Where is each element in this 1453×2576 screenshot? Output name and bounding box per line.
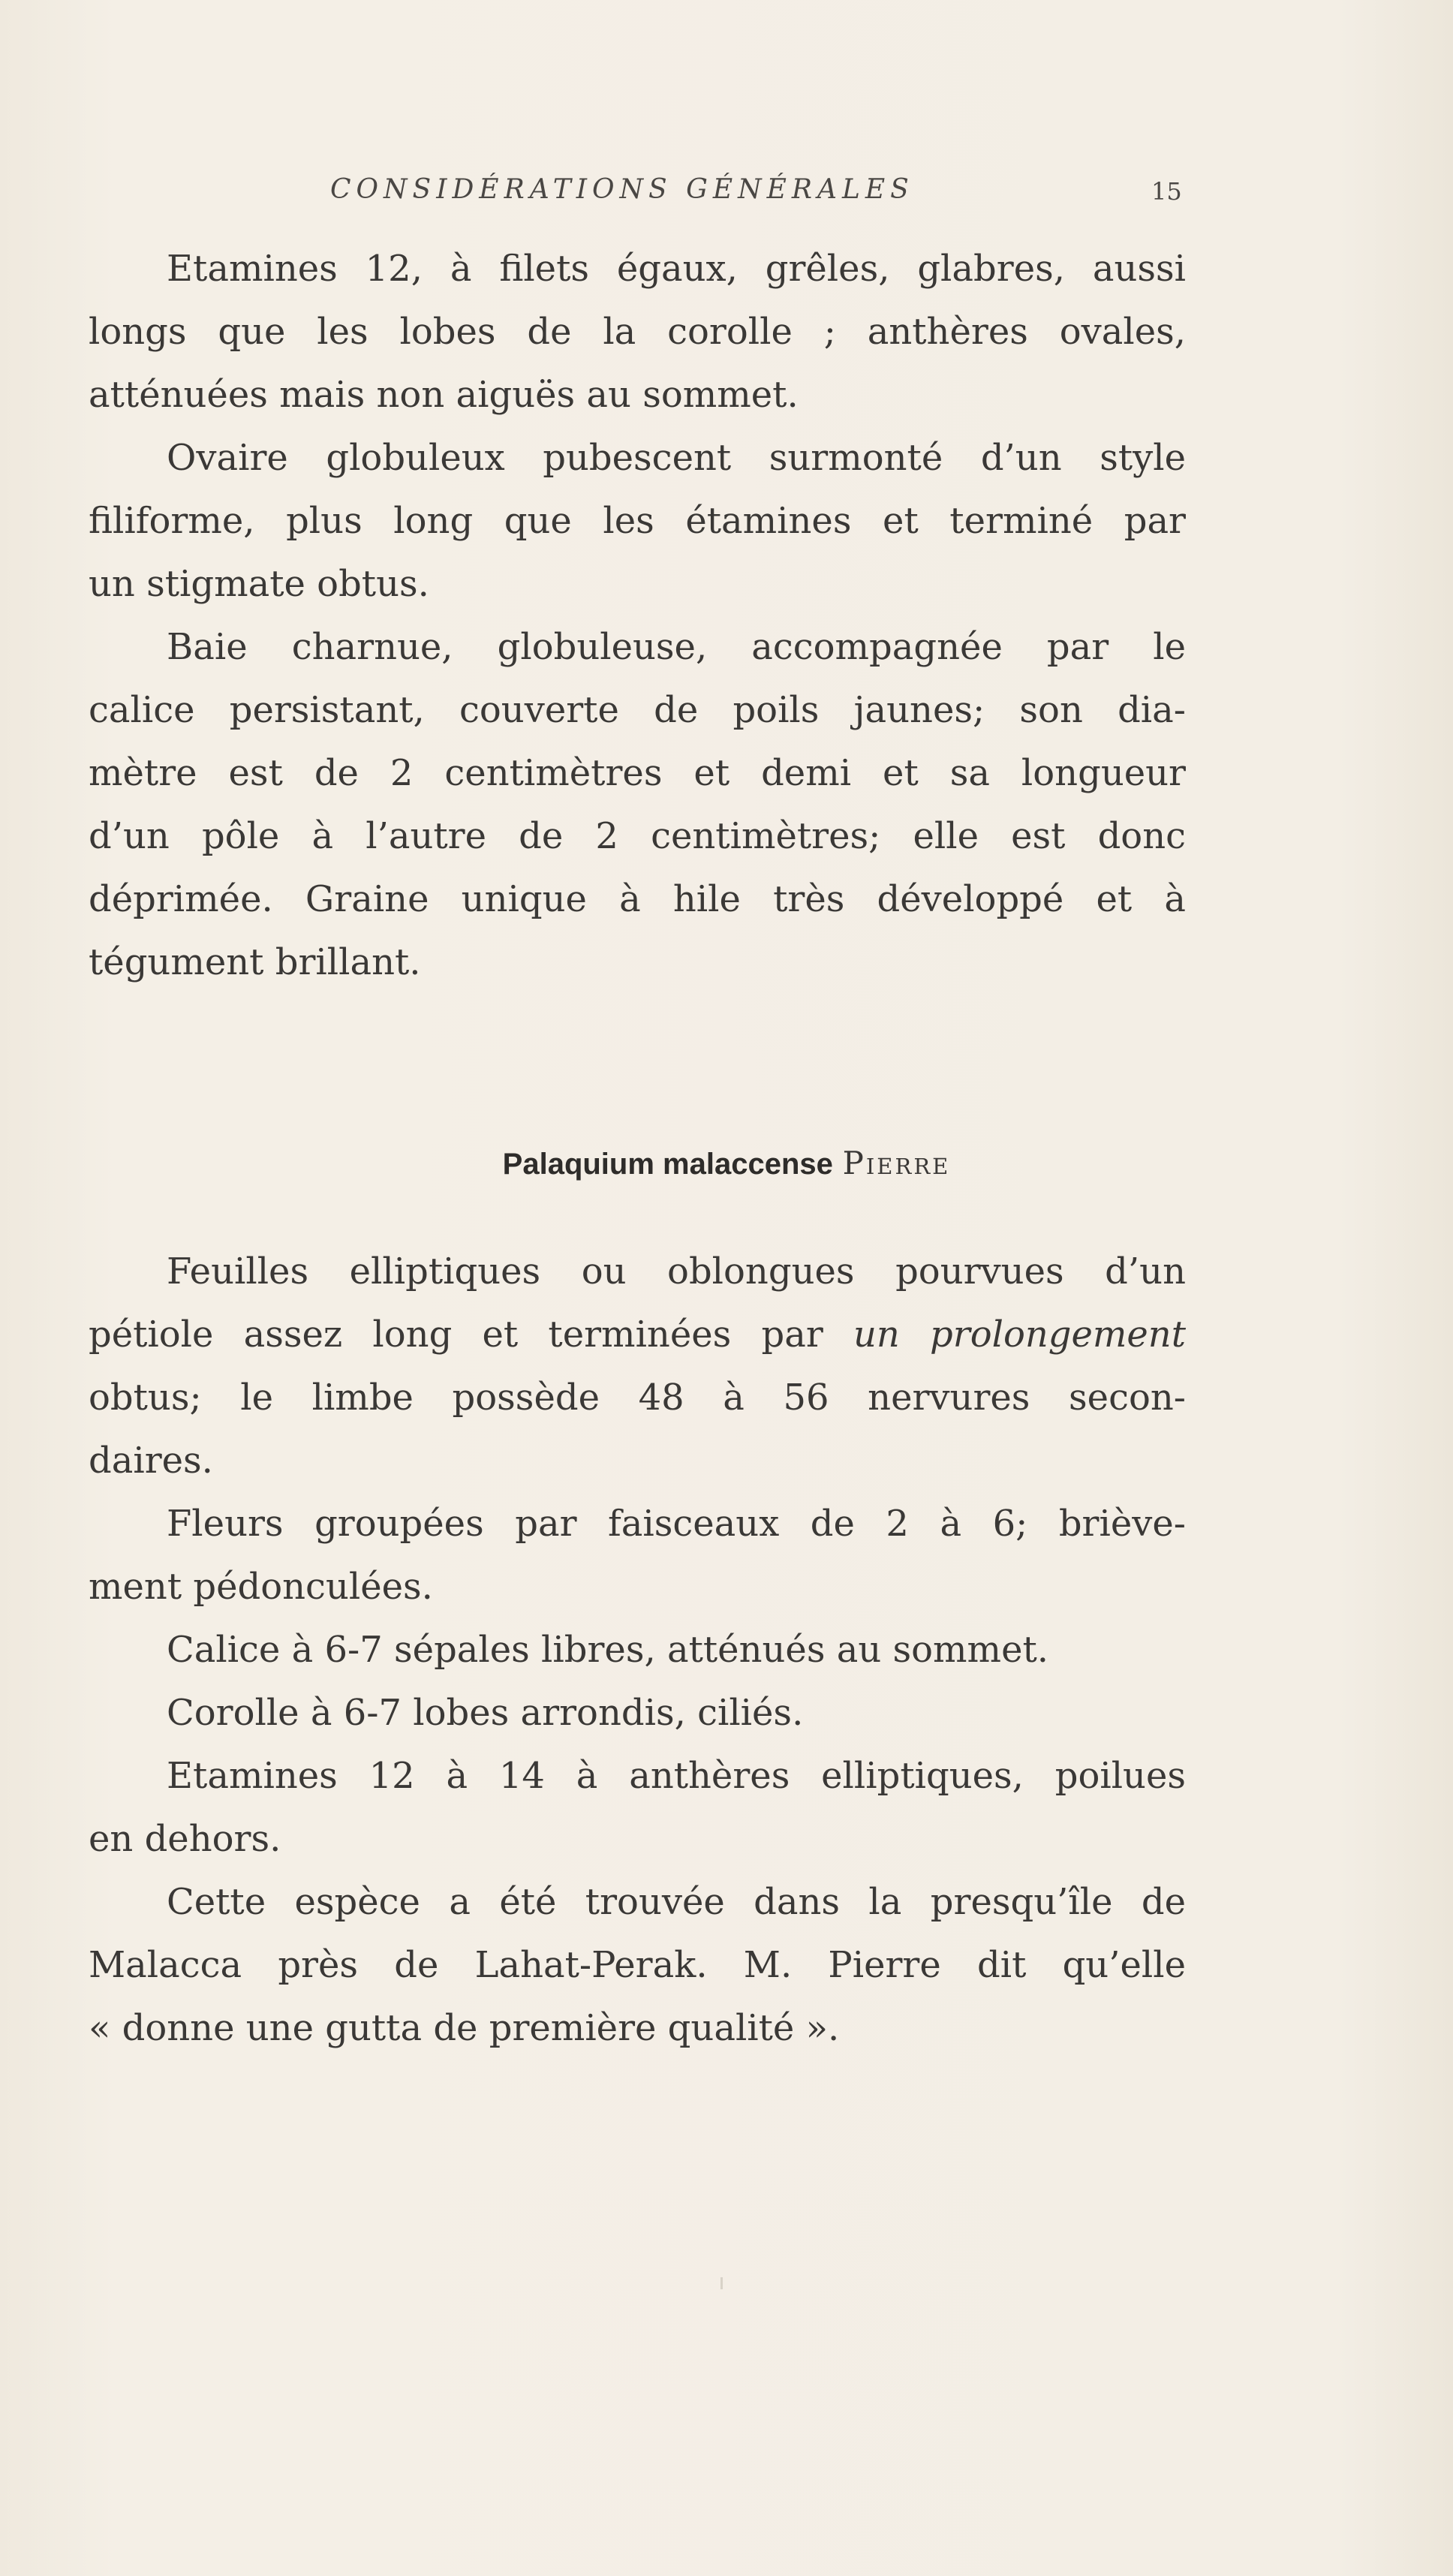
text-line: Malacca près de Lahat-Perak. M. Pierre dit qu’elle: [89, 1944, 1186, 1986]
paper-speck: [720, 2277, 723, 2289]
species-heading: [0, 1141, 1453, 1187]
text-line: [89, 1312, 1186, 1360]
text-line: Cette espèce a été trouvée dans la presqu’île de: [167, 1881, 1186, 1923]
text-line: daires.: [89, 1440, 213, 1482]
running-title: CONSIDÉRATIONS GÉNÉRALES: [330, 174, 914, 205]
text-line: Etamines 12, à filets égaux, grêles, glabres, aussi: [167, 248, 1186, 290]
text-line: Corolle à 6-7 lobes arrondis, ciliés.: [167, 1692, 804, 1734]
text-line: tégument brillant.: [89, 941, 421, 983]
text-segment: pétiole assez long et terminées par: [89, 1314, 853, 1356]
species-latin-name: Palaquium malaccense: [502, 1148, 833, 1181]
text-line: un stigmate obtus.: [89, 563, 429, 605]
text-line: calice persistant, couverte de poils jaunes; son dia-: [89, 689, 1186, 731]
text-line: Ovaire globuleux pubescent surmonté d’un style: [167, 437, 1186, 479]
italic-segment: un prolongement: [853, 1314, 1187, 1356]
text-line: mètre est de 2 centimètres et demi et sa longueur: [89, 752, 1186, 794]
text-line: longs que les lobes de la corolle ; anthères ovales,: [89, 311, 1186, 353]
text-line: Feuilles elliptiques ou oblongues pourvues d’un: [167, 1250, 1186, 1293]
text-line: obtus; le limbe possède 48 à 56 nervures secon-: [89, 1377, 1186, 1419]
text-line: Baie charnue, globuleuse, accompagnée par le: [167, 626, 1186, 668]
text-line: filiforme, plus long que les étamines et terminé par: [89, 500, 1186, 542]
text-line: en dehors.: [89, 1818, 281, 1860]
page-number: 15: [1151, 177, 1182, 206]
text-line: d’un pôle à l’autre de 2 centimètres; elle est donc: [89, 815, 1186, 857]
text-line: ment pédonculées.: [89, 1566, 433, 1608]
text-line: Etamines 12 à 14 à anthères elliptiques, poilues: [167, 1755, 1186, 1797]
text-line: atténuées mais non aiguës au sommet.: [89, 374, 799, 416]
text-line: déprimée. Graine unique à hile très développé et à: [89, 878, 1186, 920]
text-line: Calice à 6-7 sépales libres, atténués au sommet.: [167, 1629, 1049, 1671]
text-line: « donne une gutta de première qualité ».: [89, 2007, 840, 2049]
species-author: Pierre: [842, 1145, 951, 1181]
text-line: Fleurs groupées par faisceaux de 2 à 6; briève-: [167, 1503, 1186, 1545]
